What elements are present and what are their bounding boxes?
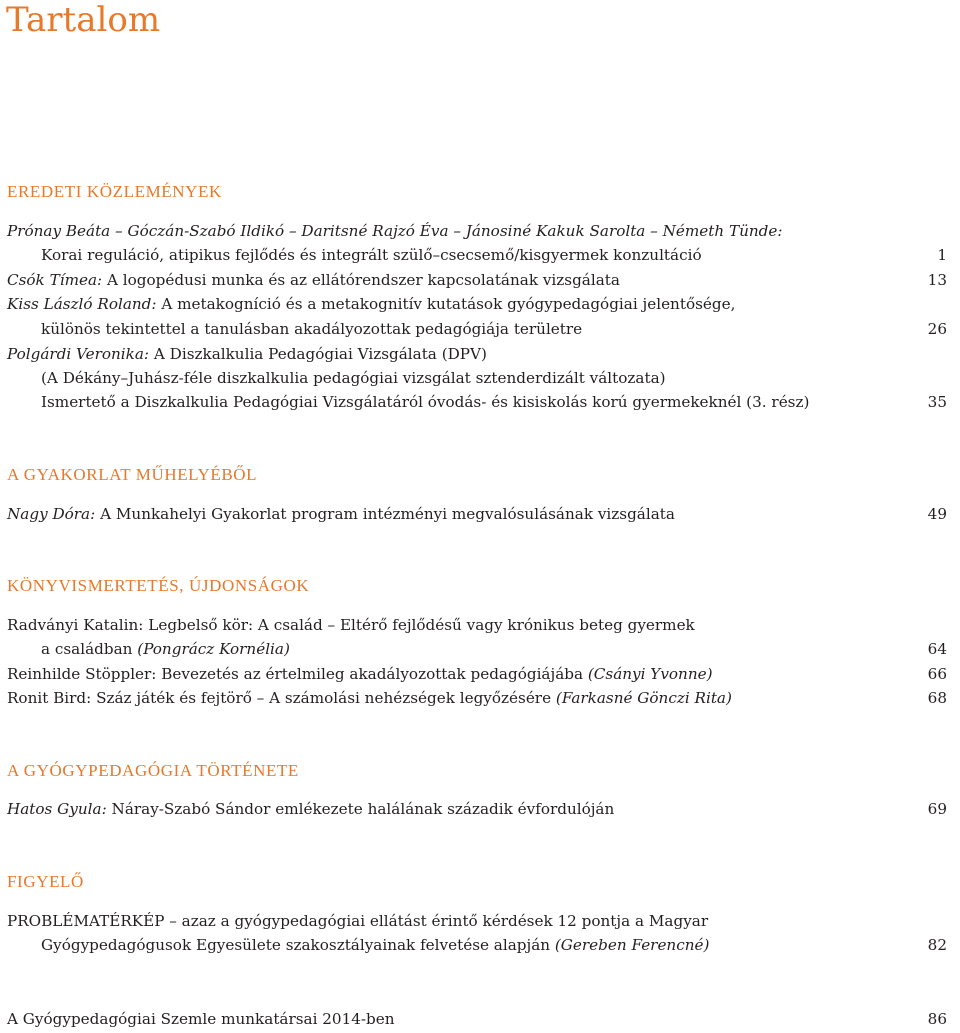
page-number: 1 xyxy=(937,246,947,264)
review-title: a családban xyxy=(41,640,133,658)
toc-entry[interactable] xyxy=(7,909,947,933)
toc-entry[interactable] xyxy=(7,662,947,686)
section-heading-eredeti-kozlemenyek: EREDETI KÖZLEMÉNYEK xyxy=(7,182,222,201)
page-number: 26 xyxy=(927,320,947,338)
toc-entry[interactable] xyxy=(7,268,947,292)
toc-entry-continuation xyxy=(41,366,947,390)
page-number: 82 xyxy=(927,936,947,954)
reviewer-name: (Farkasné Gönczi Rita) xyxy=(555,689,732,707)
section-heading-gyogypedagogia-tortenete: A GYÓGYPEDAGÓGIA TÖRTÉNETE xyxy=(7,761,299,780)
reviewer-name: (Pongrácz Kornélia) xyxy=(137,640,290,658)
reviewer-name: (Gereben Ferencné) xyxy=(554,936,710,954)
reviewer-name: (Csányi Yvonne) xyxy=(587,665,713,683)
review-title: Ronit Bird: Száz játék és fejtörő – A számolási nehézségek legyőzésére xyxy=(7,689,552,707)
page-number: 69 xyxy=(927,800,947,818)
toc-entry-continuation[interactable] xyxy=(41,637,947,661)
section-heading-konyvismertetes: KÖNYVISMERTETÉS, ÚJDONSÁGOK xyxy=(7,576,310,595)
toc-entry[interactable] xyxy=(7,797,947,821)
author-names: Hatos Gyula: xyxy=(7,800,107,818)
review-title: Reinhilde Stöppler: Bevezetés az értelmileg akadályozottak pedagógiájába xyxy=(7,665,584,683)
review-title: Radványi Katalin: Legbelső kör: A család – Eltérő fejlődésű vagy krónikus beteg gyermek xyxy=(7,616,695,634)
toc-entry[interactable] xyxy=(7,292,947,316)
page-title: Tartalom xyxy=(6,0,161,40)
toc-entry[interactable] xyxy=(7,686,947,710)
toc-entry[interactable] xyxy=(7,502,947,526)
toc-entry-authors xyxy=(7,219,947,243)
section-heading-gyakorlat-muhelyebol: A GYAKORLAT MŰHELYÉBŐL xyxy=(7,465,258,484)
page-number: 66 xyxy=(927,665,947,683)
article-title: Náray-Szabó Sándor emlékezete halálának századik évfordulóján xyxy=(111,800,615,818)
toc-entry[interactable] xyxy=(7,342,947,366)
article-subtitle: (A Dékány–Juhász-féle diszkalkulia pedagógiai vizsgálat sztenderdizált változata) xyxy=(41,369,666,387)
article-title: A Diszkalkulia Pedagógiai Vizsgálata (DPV) xyxy=(153,345,487,363)
author-names: Prónay Beáta – Góczán-Szabó Ildikó – Daritsné Rajzó Éva – Jánosiné Kakuk Sarolta – Németh Tünde: xyxy=(7,222,783,240)
author-names: Polgárdi Veronika: xyxy=(7,345,150,363)
toc-entry-continuation[interactable] xyxy=(41,390,947,414)
article-title: A Gyógypedagógiai Szemle munkatársai 2014-ben xyxy=(7,1010,395,1028)
toc-entry[interactable] xyxy=(41,243,947,267)
article-title: Gyógypedagógusok Egyesülete szakosztályainak felvetése alapján xyxy=(41,936,551,954)
author-names: Kiss László Roland: xyxy=(7,295,157,313)
page-number: 86 xyxy=(927,1010,947,1028)
article-subtitle: Ismertető a Diszkalkulia Pedagógiai Vizsgálatáról óvodás- és kisiskolás korú gyermekeknél (3. rész) xyxy=(41,393,810,411)
article-title: A Munkahelyi Gyakorlat program intézményi megvalósulásának vizsgálata xyxy=(100,505,675,523)
article-title: A logopédusi munka és az ellátórendszer kapcsolatának vizsgálata xyxy=(106,271,620,289)
toc-entry-continuation[interactable] xyxy=(41,317,947,341)
page-number: 13 xyxy=(927,271,947,289)
page-number: 35 xyxy=(927,393,947,411)
page-number: 64 xyxy=(927,640,947,658)
page-number: 49 xyxy=(927,505,947,523)
toc-entry-staff-list[interactable] xyxy=(7,1007,947,1031)
article-title: PROBLÉMATÉRKÉP – azaz a gyógypedagógiai ellátást érintő kérdések 12 pontja a Magyar xyxy=(7,912,709,930)
author-names: Csók Tímea: xyxy=(7,271,103,289)
article-title: Korai reguláció, atipikus fejlődés és integrált szülő–csecsemő/kisgyermek konzultáció xyxy=(41,246,702,264)
toc-entry-continuation[interactable] xyxy=(41,933,947,957)
section-heading-figyelo: FIGYELŐ xyxy=(7,872,84,891)
toc-entry[interactable] xyxy=(7,613,947,637)
page-number: 68 xyxy=(927,689,947,707)
author-names: Nagy Dóra: xyxy=(7,505,96,523)
article-title: A metakogníció és a metakognitív kutatások gyógypedagógiai jelentősége, xyxy=(161,295,736,313)
article-title: különös tekintettel a tanulásban akadályozottak pedagógiája területre xyxy=(41,320,583,338)
